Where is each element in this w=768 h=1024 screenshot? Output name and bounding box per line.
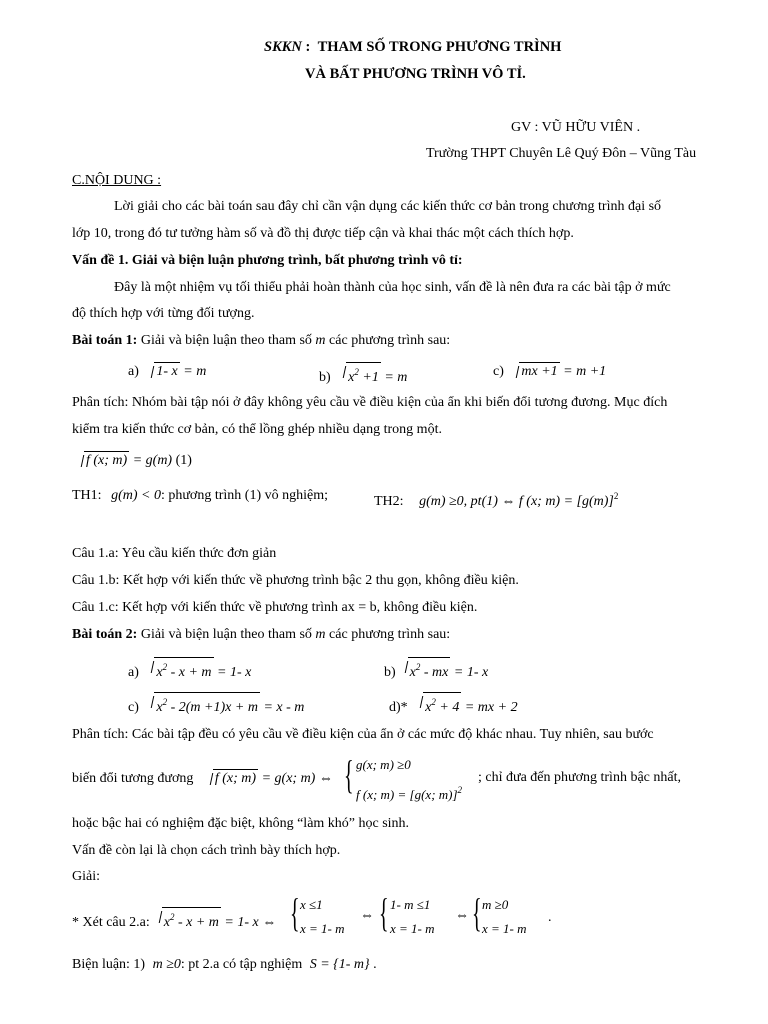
system-brace: { — [379, 890, 389, 935]
radical: $x^2 - x + m$ — [150, 907, 221, 932]
radical: $x^2 - 2(m +1)x + m$ — [142, 692, 260, 717]
system-line-1: g(x; m) ≥0 — [356, 757, 411, 772]
school-line: Trường THPT Chuyên Lê Quý Đôn – Vũng Tàu — [426, 146, 697, 161]
period: . — [548, 910, 552, 925]
system-1-line-2: x = 1- m — [300, 921, 345, 936]
section-heading: C.NỘI DUNG : — [72, 173, 162, 188]
system-1-line-1: x ≤1 — [300, 897, 323, 912]
case-1: TH1: g(m) < 0: phương trình (1) vô nghiệm; — [72, 488, 328, 503]
equivalence-arrow: ⇔ — [455, 908, 469, 923]
intro-paragraph-line-2: lớp 10, trong đó tư tưởng hàm số và đồ thị được tiếp cận và khai thác một cách thích hợp. — [72, 226, 574, 241]
document-title-line-2: VÀ BẤT PHƯƠNG TRÌNH VÔ TỈ. — [305, 66, 526, 82]
topic-1-heading: Vấn đề 1. Giải và biện luận phương trình, bất phương trình vô tỉ: — [72, 253, 463, 268]
intro-paragraph-line-1: Lời giải cho các bài toán sau đây chỉ cần vận dụng các kiến thức cơ bản trong chương trình đại số — [114, 199, 662, 214]
analysis-2-line-1: Phân tích: Các bài tập đều có yêu cầu về điều kiện của ẩn ở các mức độ khác nhau. Tuy nhiên, sau bước — [72, 727, 654, 742]
solution-label: Giải: — [72, 869, 100, 884]
title-text-1: THAM SỐ TRONG PHƯƠNG TRÌNH — [317, 39, 562, 55]
system-brace: { — [472, 890, 482, 935]
problem-1-statement: Bài toán 1: Giải và biện luận theo tham số m các phương trình sau: — [72, 333, 451, 348]
system-2-line-1: 1- m ≤1 — [390, 897, 431, 912]
radical: mx +1 — [507, 362, 559, 381]
system-line-2: f (x; m) = [g(x; m)]$^2$ — [356, 785, 463, 802]
radical: f (x; m) — [201, 769, 258, 788]
system-3-line-1: m ≥0 — [482, 897, 509, 912]
analysis-1-line-2: kiểm tra kiến thức cơ bản, có thể lồng ghép nhiều dạng trong một. — [72, 422, 442, 437]
equivalence-arrow: ⇔ — [360, 908, 374, 923]
topic-1-paragraph-line-2: độ thích hợp với từng đối tượng. — [72, 306, 255, 321]
radical: $x^2 +1$ — [334, 362, 381, 387]
radical: $x^2 + 4$ — [411, 692, 461, 717]
radical: f (x; m) — [72, 451, 129, 470]
case-2: TH2: g(m) ≥0, pt(1) ⇔ f (x; $m) = [g(m)]^2$ — [374, 491, 619, 509]
solution-2a-line: * Xét câu 2.a: $x^2 - x + m = 1-$ x ⇔ — [72, 907, 276, 932]
analysis-2-line-3: hoặc bậc hai có nghiệm đặc biệt, không “làm khó” học sinh. — [72, 816, 410, 831]
analysis-2-line-4: Vấn đề còn lại là chọn cách trình bày thích hợp. — [72, 843, 341, 858]
topic-1-paragraph-line-1: Đây là một nhiệm vụ tối thiểu phải hoàn thành của học sinh, vấn đề là nên đưa ra các bài tập ở mức — [114, 280, 671, 295]
analysis-1-line-1: Phân tích: Nhóm bài tập nói ở đây không yêu cầu về điều kiện của ẩn khi biến đổi tương đương. Mục đích — [72, 395, 668, 410]
problem-2-statement: Bài toán 2: Giải và biện luận theo tham số m các phương trình sau: — [72, 627, 451, 642]
analysis-2-line-2-tail: ; chỉ đưa đến phương trình bậc nhất, — [478, 770, 681, 785]
document-title-line-1: SKKN : THAM SỐ TRONG PHƯƠNG TRÌNH — [264, 39, 562, 55]
radical: $x^2 - x + m$ — [142, 657, 213, 682]
problem-1-part-b: b) $x^2 +1 = m$ — [319, 362, 407, 387]
equation-1: f (x; m) = g(m) (1) — [72, 451, 192, 470]
problem-2-part-a: a) $x^2 - x + m = 1-$ x — [128, 657, 251, 682]
analysis-2-line-2: biến đổi tương đương f (x; m) = g(x; m) ⇔ — [72, 771, 333, 786]
problem-1-part-c: c) mx +1 = m +1 — [493, 364, 607, 379]
author-line: GV : VŨ HỮU VIÊN . — [511, 120, 641, 135]
problem-2-part-b: b) $x^2$ - mx = 1- x — [384, 657, 488, 682]
problem-2-part-c: c) $x^2 - 2(m +1)x + m = x - m$ — [128, 692, 304, 717]
question-1c-note: Câu 1.c: Kết hợp với kiến thức về phương trình ax = b, không điều kiện. — [72, 600, 478, 615]
question-1b-note: Câu 1.b: Kết hợp với kiến thức về phương trình bậc 2 thu gọn, không điều kiện. — [72, 573, 519, 588]
system-brace: { — [290, 890, 300, 935]
skkn-label: SKKN — [264, 39, 302, 55]
system-2-line-2: x = 1- m — [390, 921, 435, 936]
problem-2-part-d: d)* $x^2 + 4$ = mx + 2 — [389, 692, 518, 717]
radical: 1- x — [142, 362, 179, 381]
problem-1-part-a: a) 1- x = m — [128, 364, 207, 379]
radical: $x^2$ - mx — [396, 657, 451, 682]
system-3-line-2: x = 1- m — [482, 921, 527, 936]
question-1a-note: Câu 1.a: Yêu cầu kiến thức đơn giản — [72, 546, 277, 561]
system-brace: { — [344, 752, 354, 797]
discussion-line: Biện luận: 1) m ≥0: pt 2.a có tập nghiệm S = {1- m} . — [72, 957, 377, 972]
